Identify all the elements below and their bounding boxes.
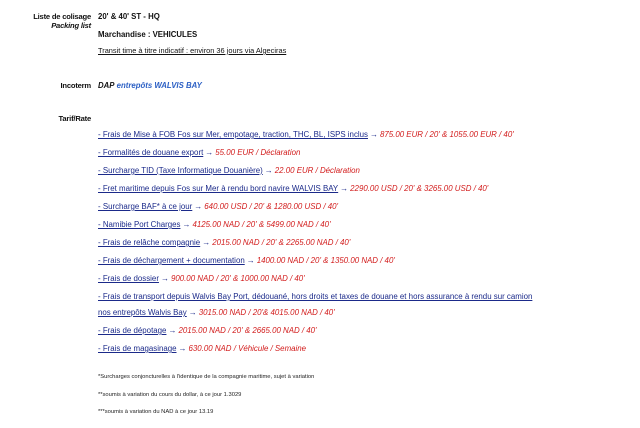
- tarif-desc: - Frais de transport depuis Walvis Bay Port, dédouané, hors droits et taxes de douane et hors assurance à rendu sur camion: [98, 292, 533, 301]
- tarif-row: [98, 220, 331, 230]
- footnote-baf: *Surcharges conjoncturelles à l'identique de la compagnie maritime, sujet à variation: [98, 374, 315, 380]
- tarif-price: 1400.00 NAD / 20' & 1350.00 NAD / 40': [256, 256, 395, 265]
- arrow-icon: →: [369, 130, 378, 139]
- container-type: 20' & 40' ST - HQ: [98, 12, 160, 21]
- tarif-row: [98, 292, 532, 302]
- arrow-icon: →: [182, 220, 191, 229]
- incoterm-label: Incoterm: [60, 81, 91, 90]
- tarif-price: 2015.00 NAD / 20' & 2665.00 NAD / 40': [178, 326, 317, 335]
- arrow-icon: →: [340, 184, 349, 193]
- tarif-row: [98, 202, 338, 212]
- arrow-icon: →: [178, 344, 187, 353]
- tarif-price: 3015.00 NAD / 20'& 4015.00 NAD / 40': [198, 308, 335, 317]
- tarif-desc: - Formalités de douane export: [98, 148, 204, 157]
- arrow-icon: →: [246, 256, 255, 265]
- arrow-icon: →: [205, 148, 214, 157]
- tarif-row: [98, 130, 514, 140]
- tarif-desc: - Frais de relâche compagnie: [98, 238, 201, 247]
- incoterm-code: DAP: [98, 81, 115, 90]
- tarif-desc: - Frais de dossier: [98, 274, 159, 283]
- tarif-price: 55.00 EUR / Déclaration: [215, 148, 301, 157]
- incoterm-place: entrepôts WALVIS BAY: [116, 81, 202, 90]
- tarif-row: [98, 274, 305, 284]
- tarif-desc: - Surcharge BAF* à ce jour: [98, 202, 193, 211]
- merchandise: Marchandise : VEHICULES: [98, 30, 198, 39]
- tarif-row: [98, 148, 300, 158]
- footnote-usd: **soumis à variation du cours du dollar, à ce jour 1.3029: [98, 392, 242, 398]
- tarif-desc: - Surcharge TID (Taxe Informatique Douanière): [98, 166, 263, 175]
- tarif-row: [98, 184, 488, 194]
- packing-label: [1, 12, 91, 30]
- transit-time: Transit time à titre indicatif : environ 36 jours via Algeciras: [98, 46, 287, 55]
- arrow-icon: →: [202, 238, 211, 247]
- tarif-price: 640.00 USD / 20' & 1280.00 USD / 40': [204, 202, 339, 211]
- tarif-desc: - Frais de Mise à FOB Fos sur Mer, empotage, traction, THC, BL, ISPS inclus: [98, 130, 368, 139]
- tarif-desc: nos entrepôts Walvis Bay: [98, 308, 187, 317]
- tarif-row: [98, 256, 395, 266]
- tarif-desc: - Frais de dépotage: [98, 326, 167, 335]
- tarif-desc: - Fret maritime depuis Fos sur Mer à rendu bord navire WALVIS BAY: [98, 184, 339, 193]
- incoterm-value: [98, 81, 202, 90]
- tarif-desc: - Namibie Port Charges: [98, 220, 181, 229]
- tarif-desc: - Frais de déchargement + documentation: [98, 256, 245, 265]
- tarif-price: 875.00 EUR / 20' & 1055.00 EUR / 40': [379, 130, 514, 139]
- arrow-icon: →: [160, 274, 169, 283]
- tarif-price: 2015.00 NAD / 20' & 2265.00 NAD / 40': [212, 238, 351, 247]
- tarif-price: 4125.00 NAD / 20' & 5499.00 NAD / 40': [192, 220, 331, 229]
- tarif-desc: - Frais de magasinage: [98, 344, 177, 353]
- tarif-row: [98, 326, 317, 336]
- arrow-icon: →: [188, 308, 197, 317]
- packing-label-fr: Liste de colisage: [33, 12, 91, 21]
- arrow-icon: →: [194, 202, 203, 211]
- tarif-label: Tarif/Rate: [58, 114, 91, 123]
- arrow-icon: →: [264, 166, 273, 175]
- tarif-price: 900.00 NAD / 20' & 1000.00 NAD / 40': [170, 274, 305, 283]
- footnote-nad: ***soumis à variation du NAD à ce jour 13.19: [98, 409, 214, 415]
- packing-label-en: Packing list: [51, 21, 91, 30]
- tarif-row: [98, 344, 306, 354]
- tarif-row: [98, 166, 360, 176]
- tarif-price: 22.00 EUR / Déclaration: [274, 166, 360, 175]
- tarif-row: [98, 238, 350, 248]
- tarif-price: 2290.00 USD / 20' & 3265.00 USD / 40': [350, 184, 489, 193]
- tarif-price: 630.00 NAD / Véhicule / Semaine: [188, 344, 307, 353]
- arrow-icon: →: [168, 326, 177, 335]
- tarif-row: [98, 308, 335, 318]
